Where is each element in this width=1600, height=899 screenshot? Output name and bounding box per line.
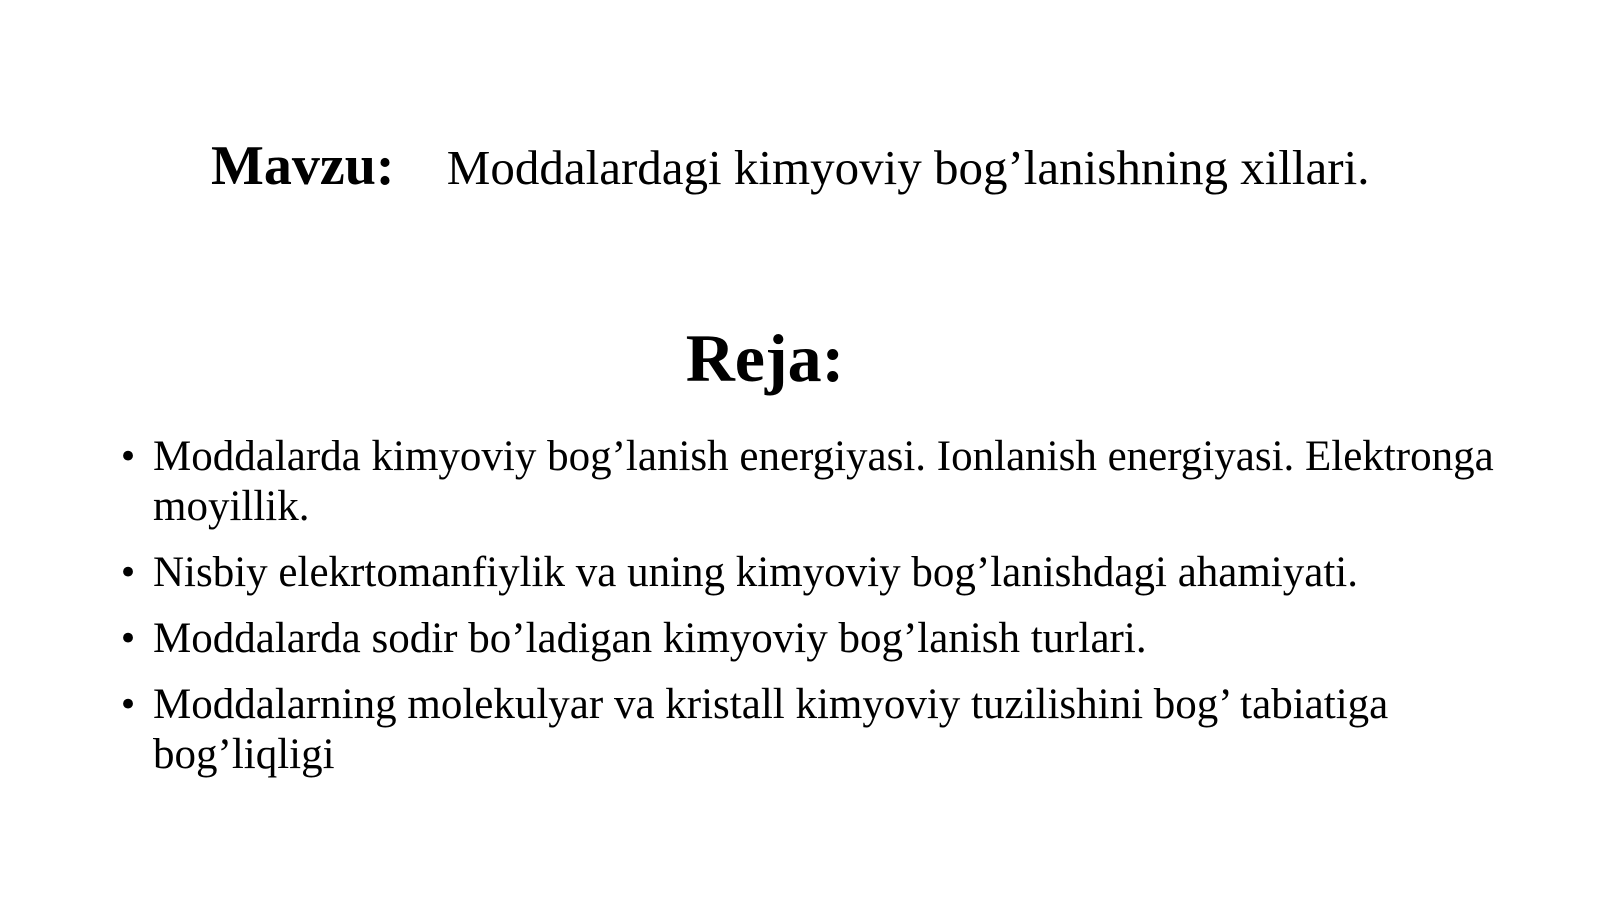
bullet-icon: • — [118, 685, 139, 725]
plan-item — [118, 548, 1538, 598]
plan-item — [118, 432, 1538, 532]
plan-heading: Reja: — [685, 320, 845, 396]
plan-item-text: Moddalarda sodir bo’ladigan kimyoviy bog’lanish turlari. — [153, 615, 1147, 662]
topic-text: Moddalardagi kimyoviy bog’lanishning xillari. — [446, 140, 1370, 195]
plan-item-text: Moddalarning molekulyar va kristall kimyoviy tuzilishini bog’ tabiatiga bog’liqligi — [153, 681, 1389, 778]
plan-item-text: Nisbiy elekrtomanfiylik va uning kimyoviy bog’lanishdagi ahamiyati. — [153, 549, 1358, 596]
bullet-icon: • — [118, 437, 139, 477]
topic-title — [211, 133, 1401, 201]
plan-list — [118, 432, 1538, 796]
bullet-icon: • — [118, 619, 139, 659]
topic-label: Mavzu: — [211, 135, 395, 197]
bullet-icon: • — [118, 553, 139, 593]
plan-item — [118, 614, 1538, 664]
plan-item-text: Moddalarda kimyoviy bog’lanish energiyasi. Ionlanish energiyasi. Elektronga moyillik. — [153, 433, 1494, 530]
plan-item — [118, 680, 1538, 780]
